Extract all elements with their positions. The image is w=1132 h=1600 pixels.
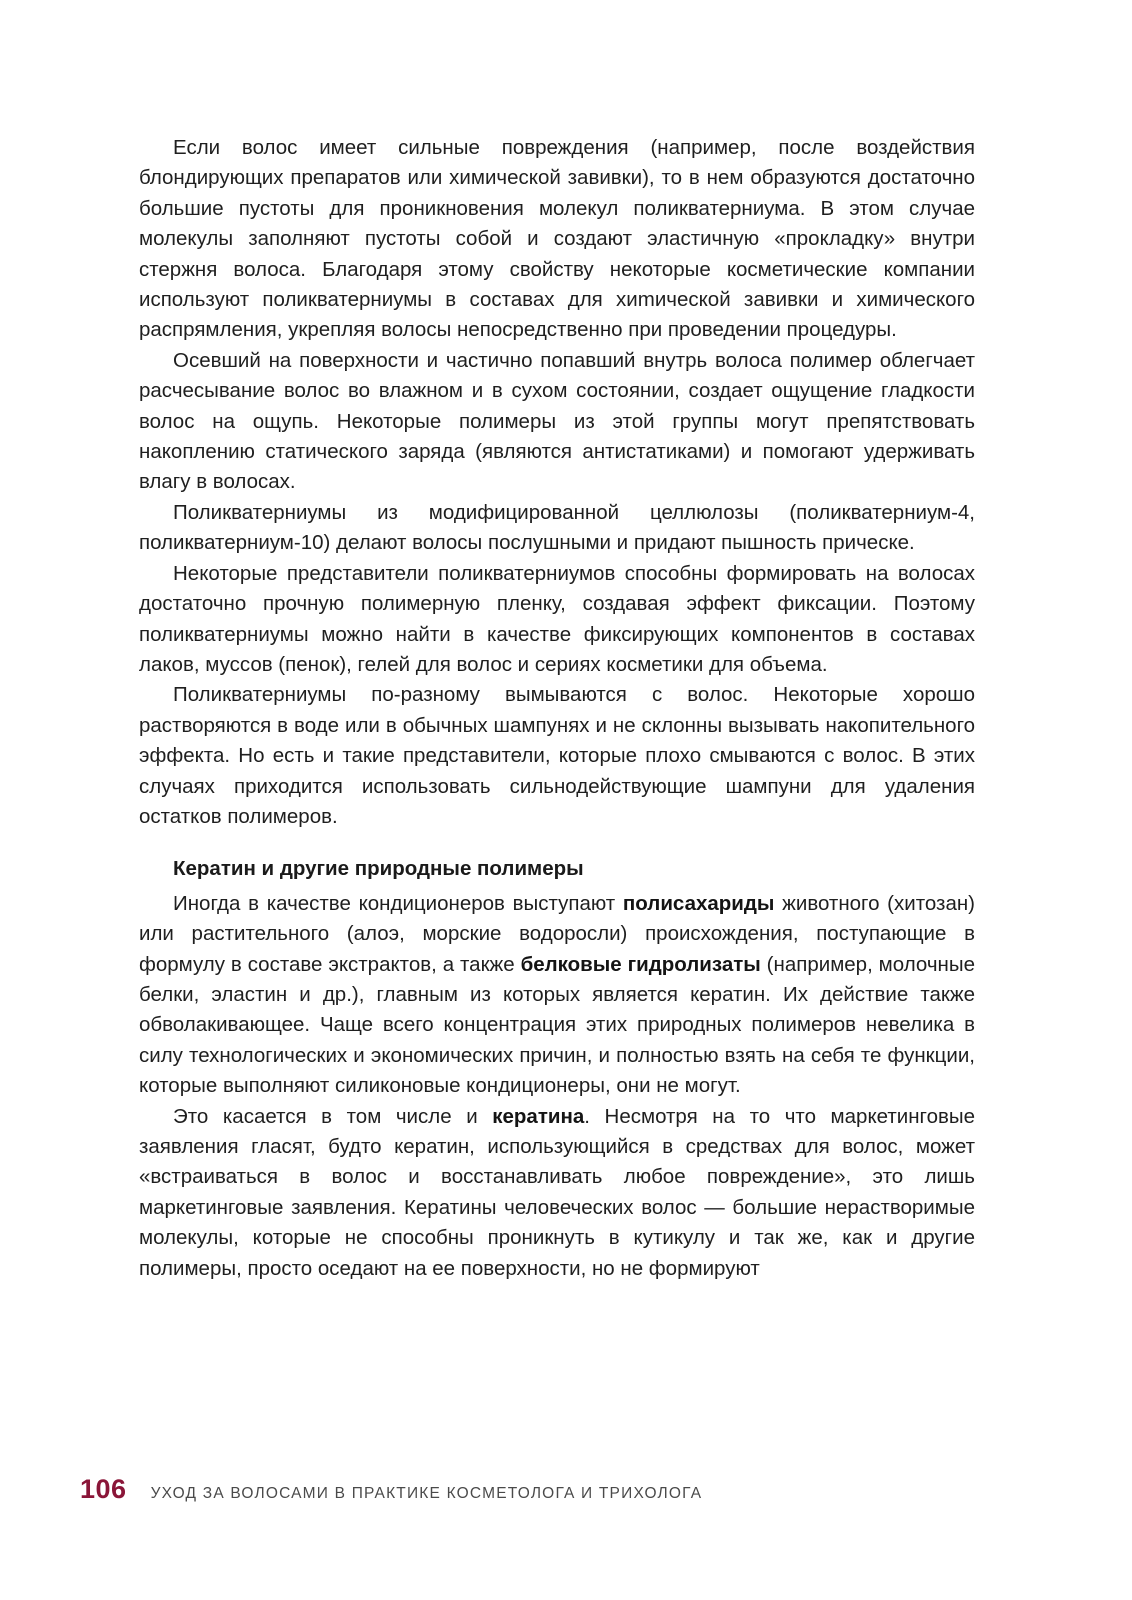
paragraph-keratin [139,1102,975,1284]
paragraph-polymer-surface: Осевший на поверхности и частично попавший внутрь волоса полимер облегчает расчесывание волос во влажном и в сухом состоянии, создает ощущение гладкости волос на ощупь. Некоторые полимеры из этой группы могут препятствовать накоплению статического заряда (являются антистатиками) и помогают удерживать влагу в волосах. [139,348,975,494]
paragraph-cellulose-polyquaternium: Поликватерниумы из модифицированной целлюлозы (поликватерниум-4, поликватерниум-10) делают волосы послушными и придают пышность прическе. [139,500,975,555]
paragraph-damaged-hair: Если волос имеет сильные повреждения (например, после воздействия блондирующих препаратов или химической завивки), то в нем образуются достаточно большие пустоты для проникновения молекул поликватерниума. В этом случае молекулы заполняют пустоты собой и создают эластичную «прокладку» внутри стержня волоса. Благодаря этому свойству некоторые косметические компании используют поликватерниумы в составах для хиmической завивки и химического распрямления, укрепляя волосы непосредственно при проведении процедуры. [139,136,975,342]
page-footer [80,1474,702,1514]
text-run: животного (хитозан) или растительного (алоэ, морские водоросли) происхождения, поступающие в формулу в составе экстрактов, а также [139,891,975,976]
text-run: . Несмотря на то что маркетинговые заявления гласят, будто кератин, использующийся в средствах для волос, может «встраиваться в волос и восстанавливать любое повреждение», это лишь маркетинговые заявления. Кератины человеческих волос — большие нерастворимые молекулы, которые не способны проникнуть в кутикулу и так же, как и другие полимеры, просто оседают на ее поверхности, но не формируют [139,1104,975,1280]
term-polysaccharides: полисахариды [622,891,775,915]
paragraph-fixation: Некоторые представители поликватерниумов способны формировать на волосах достаточно прочную полимерную пленку, создавая эффект фиксации. Поэтому поликватерниумы можно найти в качестве фиксирующих компонентов в составах лаков, муссов (пенок), гелей для волос и сериях косметики для объема. [139,561,975,676]
page-number: 106 [80,1474,127,1504]
text-run: Это касается в том числе и [173,1104,493,1128]
paragraph-polysaccharides [139,889,975,1102]
running-title: УХОД ЗА ВОЛОСАМИ В ПРАКТИКЕ КОСМЕТОЛОГА И ТРИХОЛОГА [150,1485,703,1502]
text-run: (например, молочные белки, эластин и др.), главным из которых является кератин. Их действие также обволакивающее. Чаще всего концентрация этих природных полимеров невелика в силу технологических и экономических причин, и полностью взять на себя те функции, которые выполняют силиконовые кондиционеры, они не могут. [139,952,976,1098]
term-protein-hydrolysates: белковые гидролизаты [520,952,761,976]
paragraph-washout: Поликватерниумы по-разному вымываются с волос. Некоторые хорошо растворяются в воде или в обычных шампунях и не склонны вызывать накопительного эффекта. Но есть и такие представители, которые плохо смываются с волос. В этих случаях приходится использовать сильнодействующие шампуни для удаления остатков полимеров. [139,683,975,828]
term-keratin: кератина [492,1104,585,1128]
section-heading: Кератин и другие природные полимеры [173,857,584,881]
text-run: Иногда в качестве кондиционеров выступают [173,891,623,915]
main-text [139,133,975,1284]
